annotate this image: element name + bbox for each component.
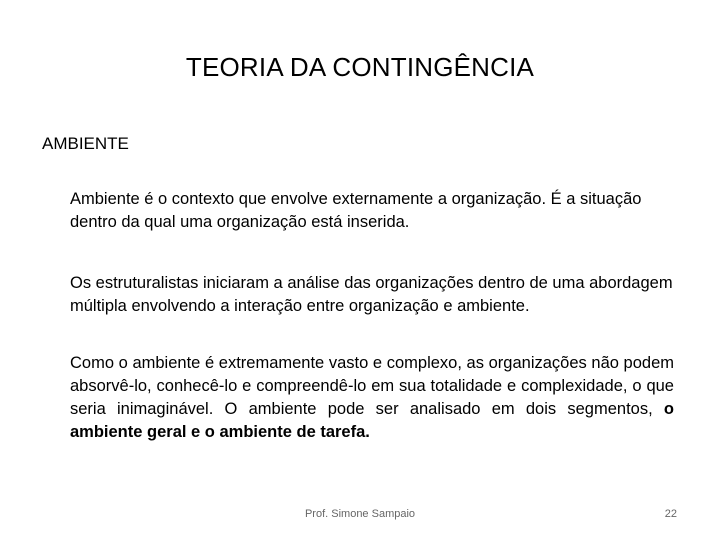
page-number: 22 — [664, 508, 677, 520]
footer-author: Prof. Simone Sampaio — [304, 508, 416, 520]
paragraph-ambiente-definition: Ambiente é o contexto que envolve externamente a organização. É a situação dentro da qual uma organização está inserida. — [70, 190, 642, 231]
paragraph-environment-segments-text: Como o ambiente é extremamente vasto e complexo, as organizações não podem absorvê-lo, conhecê-lo e compreendê-lo em sua totalidade e complexidade, o que seria inimaginável. O ambiente pode ser analisado em dois segmentos, — [70, 354, 674, 418]
paragraph-environment-segments-bold: o ambiente geral e o ambiente de tarefa. — [70, 400, 674, 441]
section-heading: AMBIENTE — [42, 134, 129, 153]
paragraph-structuralists: Os estruturalistas iniciaram a análise das organizações dentro de uma abordagem múltipla envolvendo a interação entre organização e ambiente. — [70, 274, 673, 315]
slide-title: TEORIA DA CONTINGÊNCIA — [185, 52, 535, 82]
paragraph-environment-segments — [70, 352, 674, 444]
